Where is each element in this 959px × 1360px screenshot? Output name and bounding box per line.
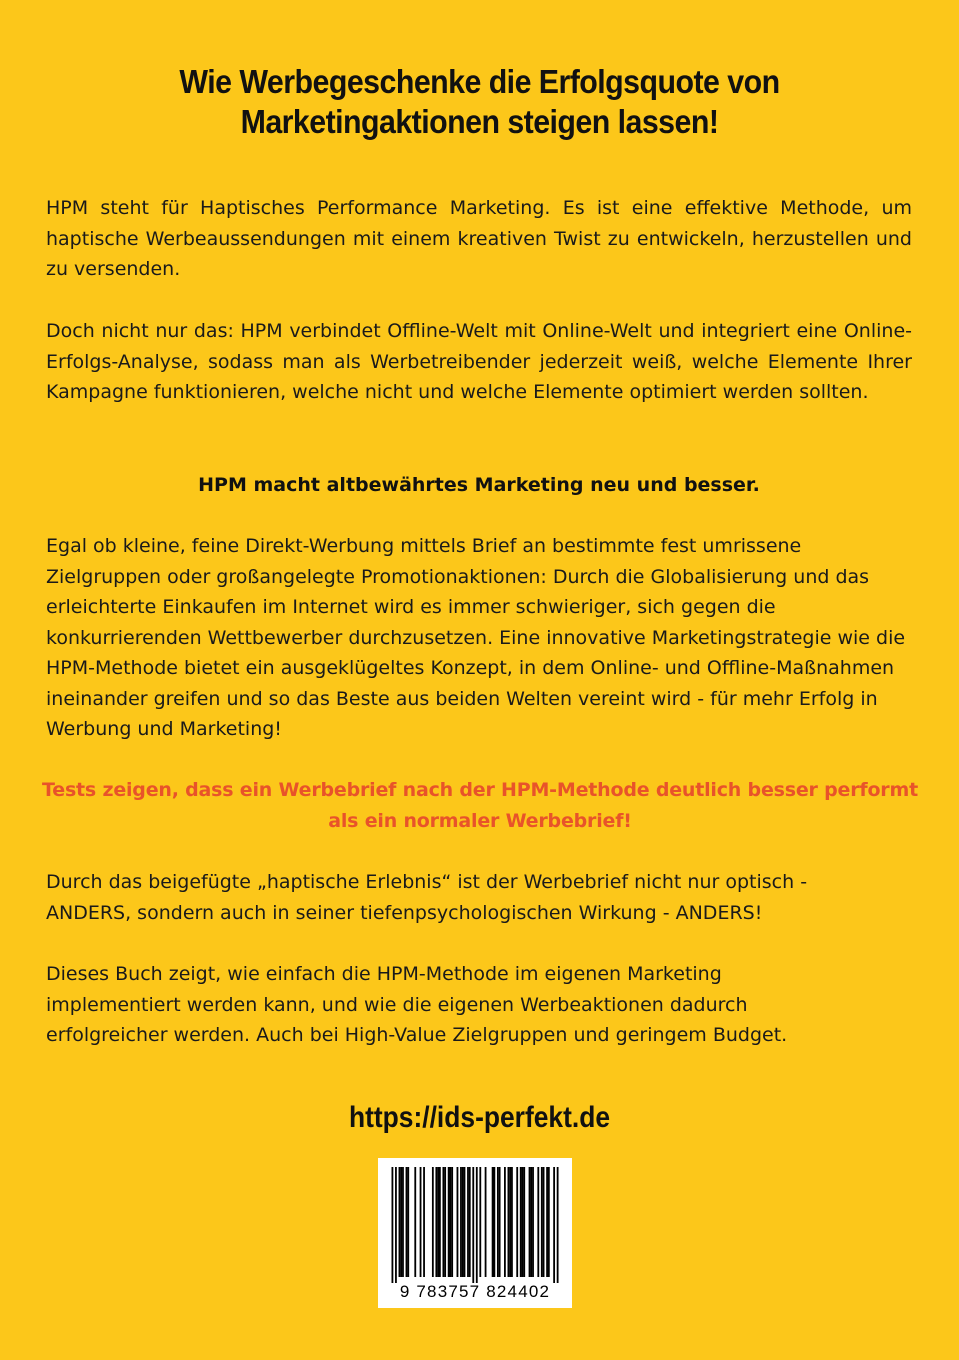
title-line-2: Marketingaktionen steigen lassen!: [240, 103, 719, 140]
barcode-bar: [479, 1167, 481, 1277]
summary-line-2: implementiert werden kann, und wie die eigenen Werbeaktionen dadurch: [46, 993, 748, 1016]
barcode-bar: [509, 1167, 511, 1277]
barcode-bar: [395, 1167, 397, 1283]
barcode-bar: [537, 1167, 539, 1277]
barcode-bar: [464, 1167, 466, 1277]
book-summary-paragraph: [46, 959, 912, 1051]
haptic-line-1: Durch das beigefügte „haptische Erlebnis“ ist der Werbebrief nicht nur optisch -: [46, 871, 808, 893]
barcode-bar: [508, 1167, 510, 1277]
barcode-bar: [548, 1167, 550, 1277]
haptic-experience-paragraph: [46, 867, 912, 928]
highlight-line-2: als ein normaler Werbebrief!: [328, 809, 632, 832]
barcode-bar: [462, 1167, 464, 1277]
barcode-bar: [529, 1167, 531, 1277]
barcode-bar: [399, 1167, 401, 1277]
barcode-bars: [388, 1167, 562, 1283]
barcode-bar: [485, 1167, 487, 1277]
barcode-bar: [492, 1167, 494, 1277]
intro-paragraph: HPM steht für Haptisches Performance Marketing. Es ist eine effektive Methode, um haptische Werbeaussendungen mit einem kreativen Twist zu entwickeln, herzustellen und zu versenden.: [46, 197, 912, 280]
barcode-bar: [530, 1167, 532, 1277]
barcode-bar: [472, 1167, 474, 1283]
barcode-bar: [467, 1167, 469, 1277]
tagline: HPM macht altbewährtes Marketing neu und besser.: [198, 474, 760, 496]
title-line-1: Wie Werbegeschenke die Erfolgsquote von: [179, 63, 780, 100]
barcode-bar: [442, 1167, 444, 1277]
summary-line-1: Dieses Buch zeigt, wie einfach die HPM-Methode im eigenen Marketing: [46, 963, 722, 985]
barcode-bar: [407, 1167, 409, 1277]
highlight-statement: [40, 775, 920, 836]
barcode-bar: [541, 1167, 543, 1277]
barcode-bar: [444, 1167, 446, 1277]
barcode-bar: [543, 1167, 545, 1277]
isbn-number: 9 783757 824402: [399, 1282, 551, 1301]
barcode-bar: [499, 1167, 501, 1277]
barcode-bar: [420, 1167, 422, 1277]
barcode-bar: [448, 1167, 450, 1277]
barcode-bar: [546, 1167, 548, 1277]
summary-line-3: erfolgreicher werden. Auch bei High-Value Zielgruppen und geringem Budget.: [46, 1024, 788, 1046]
marketing-strategy-paragraph: Egal ob kleine, feine Direkt-Werbung mittels Brief an bestimmte fest umrissene Zielgruppen oder großangelegte Promotionaktionen: Durch die Globalisierung und das erleichterte Einkaufen im Internet wird es immer schwieriger, sich gegen die konkurrierenden Wettbewerber durchzusetzen. Eine innovative Marketingstrategie wie die HPM-Methode bietet ein ausgeklügeltes Konzept, in dem Online- und Offline-Maßnahmen ineinander greifen und so das Beste aus beiden Welten vereint wird - für mehr Erfolg in Werbung und Marketing!: [46, 535, 906, 740]
barcode-bar: [457, 1167, 459, 1277]
isbn-barcode: [378, 1158, 572, 1308]
barcode-bar: [392, 1167, 394, 1283]
cover-title: [94, 62, 866, 142]
barcode-bar: [414, 1167, 416, 1277]
barcode-bar: [450, 1167, 452, 1277]
highlight-line-1: Tests zeigen, dass ein Werbebrief nach der HPM-Methode deutlich besser performt: [42, 779, 918, 801]
barcode-bar: [520, 1167, 522, 1277]
barcode-bar: [423, 1167, 425, 1277]
barcode-bar: [523, 1167, 525, 1277]
barcode-bar: [406, 1167, 408, 1277]
barcode-bar: [532, 1167, 534, 1277]
barcode-bar: [493, 1167, 495, 1277]
barcode-bar: [522, 1167, 524, 1277]
barcode-bar: [402, 1167, 404, 1277]
barcode-bar: [511, 1167, 513, 1277]
barcode-bar: [437, 1167, 439, 1277]
haptic-line-2: ANDERS, sondern auch in seiner tiefenpsychologischen Wirkung - ANDERS!: [46, 901, 763, 924]
barcode-bar: [439, 1167, 441, 1277]
barcode-bar: [497, 1167, 499, 1277]
barcode-bar: [435, 1167, 437, 1277]
barcode-bar: [553, 1167, 555, 1283]
barcode-bar: [516, 1167, 518, 1277]
barcode-bar: [451, 1167, 453, 1277]
offline-online-paragraph: Doch nicht nur das: HPM verbindet Offline-Welt mit Online-Welt und integriert eine Online-Erfolgs-Analyse, sodass man als Werbetreibender jederzeit weiß, welche Elemente Ihrer Kampagne funktionieren, welche nicht und welche Elemente optimiert werden sollten.: [46, 320, 912, 403]
barcode-bar: [476, 1167, 478, 1283]
barcode-bar: [400, 1167, 402, 1277]
barcode-bar: [504, 1167, 506, 1277]
barcode-bar: [469, 1167, 471, 1277]
website-url[interactable]: https://ids-perfekt.de: [348, 1101, 611, 1134]
barcode-bar: [460, 1167, 462, 1277]
barcode-bar: [557, 1167, 559, 1283]
barcode-bar: [432, 1167, 434, 1277]
